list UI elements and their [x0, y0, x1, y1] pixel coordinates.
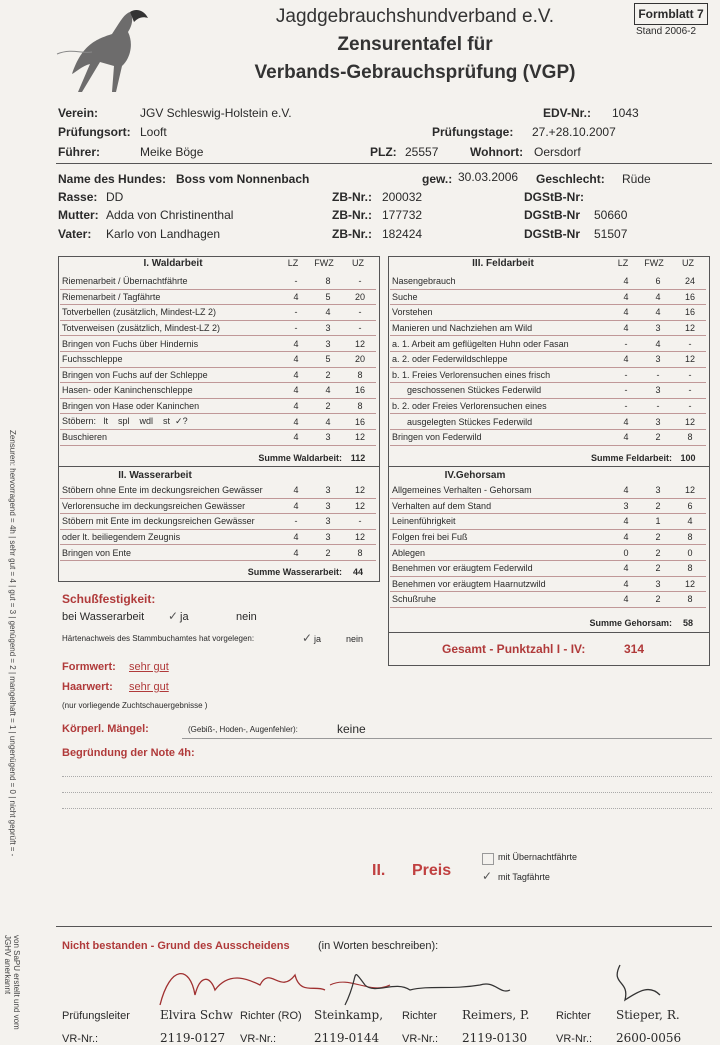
mutter-value: Adda von Christinenthal [106, 208, 234, 222]
row-fwz: 4 [312, 383, 344, 399]
table-row [60, 289, 376, 305]
row-label: geschossenen Stückes Federwild [390, 383, 610, 399]
haarwert-value: sehr gut [129, 681, 169, 693]
wald-table [60, 274, 376, 446]
row-fwz: 3 [312, 514, 344, 530]
row-fwz: 3 [312, 320, 344, 336]
preis-roman: II. [372, 862, 386, 879]
gehorsam-sum: 58 [682, 618, 693, 628]
vr2-label: VR-Nr.: [240, 1033, 277, 1045]
vater-value: Karlo von Landhagen [106, 227, 221, 241]
row-label: Suche [390, 289, 610, 305]
vr1-label: VR-Nr.: [62, 1033, 99, 1045]
row-lz: 4 [280, 498, 312, 514]
divider [388, 466, 709, 467]
feld-sum: 100 [680, 453, 696, 463]
row-label: oder lt. beiliegendem Zeugnis [60, 529, 280, 545]
table-row [390, 383, 706, 399]
vr2-value: 2119-0144 [314, 1031, 380, 1045]
row-uz: 8 [674, 592, 706, 608]
row-lz: 4 [280, 398, 312, 414]
row-lz: 4 [280, 367, 312, 383]
row-label: Buschieren [60, 429, 280, 445]
vr3-value: 2119-0130 [462, 1031, 528, 1045]
stand-label: Stand 2006-2 [636, 26, 697, 37]
edv-label: EDV-Nr.: [543, 106, 592, 120]
row-uz: 20 [344, 351, 376, 367]
row-label: Verhalten auf dem Stand [390, 498, 610, 514]
table-row [390, 414, 706, 430]
formblatt-box: Formblatt 7 [634, 3, 708, 25]
haerte-ja[interactable]: ja [314, 634, 322, 644]
r3-name: Stieper, R. [616, 1008, 680, 1022]
begruendung-label: Begründung der Note 4h: [62, 747, 195, 759]
ort-value: Looft [140, 125, 167, 139]
r2-label: Richter [402, 1010, 437, 1022]
row-lz: 4 [610, 320, 642, 336]
row-label: a. 1. Arbeit am geflügelten Huhn oder Fasan [390, 336, 610, 352]
row-lz: 4 [610, 576, 642, 592]
formwert-label: Formwert: [62, 661, 116, 673]
row-lz: 4 [610, 414, 642, 430]
row-label: Stöbern ohne Ente im deckungsreichen Gewässer [60, 483, 280, 498]
row-fwz: 3 [642, 483, 674, 498]
row-fwz: 8 [312, 274, 344, 289]
row-lz: 4 [280, 289, 312, 305]
col-lz: LZ [287, 258, 299, 268]
row-fwz: 2 [312, 367, 344, 383]
row-uz: 12 [674, 576, 706, 592]
table-row [60, 414, 376, 430]
row-label: Ablegen [390, 545, 610, 561]
row-label: b. 1. Freies Verlorensuchen eines frisch [390, 367, 610, 383]
row-lz: 4 [610, 529, 642, 545]
table-row [390, 336, 706, 352]
row-label: Fuchsschleppe [60, 351, 280, 367]
row-lz: - [610, 367, 642, 383]
row-uz: 20 [344, 289, 376, 305]
table-row [390, 320, 706, 336]
dgstb3-value: 51507 [594, 227, 628, 241]
row-fwz: 6 [642, 274, 674, 289]
divider [56, 163, 712, 164]
row-fwz: 1 [642, 514, 674, 530]
row-fwz: 2 [642, 545, 674, 561]
row-lz: 4 [280, 336, 312, 352]
zb1-label: ZB-Nr.: [332, 190, 372, 204]
row-label: Folgen frei bei Fuß [390, 529, 610, 545]
row-fwz: 4 [642, 336, 674, 352]
row-fwz: 2 [642, 560, 674, 576]
row-label: a. 2. oder Federwildschleppe [390, 351, 610, 367]
row-uz: - [674, 336, 706, 352]
r3-label: Richter [556, 1010, 591, 1022]
title-main: Zensurentafel für [337, 34, 493, 55]
feld-title: III. Feldarbeit [472, 258, 534, 269]
row-fwz: 3 [642, 576, 674, 592]
row-label: Verlorensuche im deckungsreichen Gewässer [60, 498, 280, 514]
row-label: ausgelegten Stückes Federwild [390, 414, 610, 430]
row-uz: - [344, 305, 376, 321]
row-uz: - [674, 398, 706, 414]
gew-value: 30.03.2006 [458, 170, 519, 184]
vr4-label: VR-Nr.: [556, 1033, 593, 1045]
checkmark-icon: ✓ [482, 869, 493, 883]
checkmark-icon: ✓ [302, 631, 313, 645]
haerte-label: Härtenachweis des Stammbuchamtes hat vorgelegen: [62, 634, 255, 643]
vr4-value: 2600-0056 [616, 1031, 682, 1045]
maengel-value: keine [337, 722, 366, 736]
tage-label: Prüfungstage: [432, 125, 514, 139]
table-row [60, 336, 376, 352]
verein-label: Verein: [58, 106, 99, 120]
row-lz: 4 [610, 592, 642, 608]
row-uz: 12 [344, 498, 376, 514]
schuss-title: Schußfestigkeit: [62, 592, 156, 606]
divider [62, 776, 712, 777]
row-lz: - [610, 383, 642, 399]
row-fwz: 2 [642, 429, 674, 445]
plz-label: PLZ: [370, 145, 397, 159]
gehorsam-title: IV.Gehorsam [444, 470, 506, 481]
row-label: b. 2. oder Freies Verlorensuchen eines [390, 398, 610, 414]
table-row [60, 305, 376, 321]
row-lz: - [280, 320, 312, 336]
wasser-title: II. Wasserarbeit [118, 470, 192, 481]
row-uz: 12 [674, 351, 706, 367]
uebernacht-checkbox[interactable] [482, 853, 494, 865]
row-uz: 12 [344, 336, 376, 352]
row-fwz: 5 [312, 351, 344, 367]
schuss-wasser: bei Wasserarbeit [62, 611, 145, 623]
row-label: Vorstehen [390, 305, 610, 321]
row-fwz: 2 [312, 398, 344, 414]
vater-label: Vater: [58, 227, 92, 241]
row-fwz: 3 [642, 320, 674, 336]
vr1-value: 2119-0127 [160, 1031, 226, 1045]
row-lz: 0 [610, 545, 642, 561]
haarwert-label: Haarwert: [62, 681, 113, 693]
vr3-label: VR-Nr.: [402, 1033, 439, 1045]
ort-label: Prüfungsort: [58, 125, 131, 139]
row-lz: 4 [610, 560, 642, 576]
wald-sum: 112 [350, 453, 366, 463]
row-uz: 8 [344, 545, 376, 561]
table-row [390, 514, 706, 530]
table-row [60, 529, 376, 545]
ro-label: Richter (RO) [240, 1010, 302, 1022]
verein-value: JGV Schleswig-Holstein e.V. [140, 106, 292, 120]
divider [388, 632, 709, 633]
row-label: Benehmen vor eräugtem Haarnutzwild [390, 576, 610, 592]
row-label: Bringen von Federwild [390, 429, 610, 445]
row-lz: 4 [610, 274, 642, 289]
fuehrer-value: Meike Böge [140, 145, 204, 159]
plz-value: 25557 [405, 145, 439, 159]
nicht-label: Nicht bestanden - Grund des Ausscheidens [62, 940, 290, 952]
divider [56, 926, 712, 927]
row-uz: 6 [674, 498, 706, 514]
wald-sum-label: Summe Waldarbeit: [258, 453, 342, 463]
leiter-label: Prüfungsleiter [62, 1010, 130, 1022]
grades-sidebar: Zensuren: hervorragend = 4h | sehr gut = 4 | gut = 3 | genügend = 2 | mangelhaft = 1 | ungenügend = 0 | nicht geprüft = - [8, 430, 17, 857]
haerte-nein[interactable]: nein [346, 634, 364, 644]
divider [182, 738, 712, 739]
row-fwz: 2 [642, 592, 674, 608]
row-uz: 16 [344, 383, 376, 399]
tage-value: 27.+28.10.2007 [532, 125, 616, 139]
dgstb2-value: 50660 [594, 208, 628, 222]
row-uz: 12 [344, 529, 376, 545]
row-label: Manieren und Nachziehen am Wild [390, 320, 610, 336]
row-lz: 3 [610, 498, 642, 514]
dgstb2-label: DGStB-Nr [524, 208, 580, 222]
row-lz: 4 [610, 483, 642, 498]
dogname-label: Name des Hundes: [58, 172, 167, 186]
row-uz: 12 [674, 483, 706, 498]
row-label: Riemenarbeit / Tagfährte [60, 289, 280, 305]
divider [58, 466, 379, 467]
table-row [390, 305, 706, 321]
row-uz: 12 [674, 414, 706, 430]
row-lz: - [280, 305, 312, 321]
col-lz: LZ [617, 258, 629, 268]
zucht-note: (nur vorliegende Zuchtschauergebnisse ) [62, 701, 208, 710]
horse-logo [52, 4, 152, 96]
row-label: Nasengebrauch [390, 274, 610, 289]
row-fwz: 3 [642, 351, 674, 367]
r2-name: Reimers, P. [462, 1008, 530, 1022]
row-uz: - [344, 320, 376, 336]
row-fwz: 4 [312, 414, 344, 430]
maengel-hint: (Gebiß-, Hoden-, Augenfehler): [188, 725, 298, 734]
row-lz: 4 [610, 351, 642, 367]
row-uz: 0 [674, 545, 706, 561]
row-lz: 4 [280, 351, 312, 367]
row-fwz: 5 [312, 289, 344, 305]
title-org: Jagdgebrauchshundverband e.V. [275, 6, 555, 27]
row-lz: - [610, 398, 642, 414]
zb3-label: ZB-Nr.: [332, 227, 372, 241]
formwert-value: sehr gut [129, 661, 169, 673]
table-row [390, 592, 706, 608]
table-row [390, 398, 706, 414]
table-row [390, 498, 706, 514]
table-row [60, 398, 376, 414]
geschlecht-label: Geschlecht: [536, 172, 605, 186]
row-lz: 4 [280, 429, 312, 445]
row-uz: - [674, 383, 706, 399]
row-fwz: 3 [312, 483, 344, 498]
table-row [390, 545, 706, 561]
row-uz: 12 [344, 429, 376, 445]
ro-name: Steinkamp, [314, 1008, 384, 1022]
row-lz: 4 [280, 529, 312, 545]
feld-table [390, 274, 706, 446]
nicht-hint: (in Worten beschreiben): [318, 940, 439, 952]
row-uz: 24 [674, 274, 706, 289]
row-label: Totverweisen (zusätzlich, Mindest-LZ 2) [60, 320, 280, 336]
row-uz: 12 [344, 483, 376, 498]
table-row [60, 383, 376, 399]
row-label: Hasen- oder Kaninchenschleppe [60, 383, 280, 399]
row-uz: 12 [674, 320, 706, 336]
row-lz: 4 [610, 429, 642, 445]
gehorsam-sum-label: Summe Gehorsam: [589, 618, 672, 628]
row-label: Bringen von Fuchs über Hindernis [60, 336, 280, 352]
row-label: Schußruhe [390, 592, 610, 608]
col-uz: UZ [352, 258, 364, 268]
row-label: Allgemeines Verhalten - Gehorsam [390, 483, 610, 498]
col-fwz: FWZ [314, 258, 334, 268]
row-fwz: 2 [312, 545, 344, 561]
wasser-sum-label: Summe Wasserarbeit: [247, 567, 342, 577]
preis-label: Preis [412, 862, 452, 879]
table-row [60, 367, 376, 383]
table-row [60, 351, 376, 367]
rasse-value: DD [106, 190, 124, 204]
table-row [390, 351, 706, 367]
geschlecht-value: Rüde [622, 172, 651, 186]
gew-label: gew.: [422, 172, 453, 186]
table-row [60, 514, 376, 530]
zb3-value: 182424 [382, 227, 423, 241]
checkmark-icon: ✓ [168, 609, 179, 623]
gesamt-label: Gesamt - Punktzahl I - IV: [442, 642, 586, 656]
row-fwz: 3 [312, 529, 344, 545]
maengel-label: Körperl. Mängel: [62, 723, 149, 735]
row-label: Bringen von Hase oder Kaninchen [60, 398, 280, 414]
row-uz: 8 [674, 529, 706, 545]
zb2-label: ZB-Nr.: [332, 208, 372, 222]
feld-sum-label: Summe Feldarbeit: [590, 453, 672, 463]
schuss-nein[interactable]: nein [236, 611, 257, 623]
divider [62, 808, 712, 809]
row-lz: 4 [280, 545, 312, 561]
wasser-table [60, 483, 376, 561]
row-label: Riemenarbeit / Übernachtfährte [60, 274, 280, 289]
table-row [390, 483, 706, 498]
table-row [60, 498, 376, 514]
row-uz: 8 [674, 429, 706, 445]
wohnort-label: Wohnort: [470, 145, 524, 159]
row-uz: - [674, 367, 706, 383]
leiter-name: Elvira Schw [160, 1008, 233, 1022]
row-fwz: - [642, 398, 674, 414]
col-uz: UZ [682, 258, 694, 268]
row-uz: 4 [674, 514, 706, 530]
gesamt-value: 314 [624, 642, 645, 656]
row-lz: 4 [610, 289, 642, 305]
mutter-label: Mutter: [58, 208, 99, 222]
row-label: Benehmen vor eräugtem Federwild [390, 560, 610, 576]
table-row [60, 429, 376, 445]
sapu-sidebar: von SaPU erstellt und vom JGHV anerkannt [3, 935, 21, 1030]
row-lz: 4 [610, 305, 642, 321]
row-fwz: 4 [642, 289, 674, 305]
row-label: Leinenführigkeit [390, 514, 610, 530]
row-label: Bringen von Fuchs auf der Schleppe [60, 367, 280, 383]
row-lz: - [610, 336, 642, 352]
row-fwz: 3 [312, 429, 344, 445]
row-uz: 16 [674, 289, 706, 305]
zb1-value: 200032 [382, 190, 423, 204]
row-uz: 16 [674, 305, 706, 321]
row-fwz: - [642, 367, 674, 383]
schuss-ja[interactable]: ja [180, 611, 189, 623]
table-row [390, 576, 706, 592]
row-fwz: 4 [312, 305, 344, 321]
table-row [390, 367, 706, 383]
row-fwz: 4 [642, 305, 674, 321]
table-row [60, 274, 376, 289]
table-row [390, 560, 706, 576]
row-label: Totverbellen (zusätzlich, Mindest-LZ 2) [60, 305, 280, 321]
table-row [390, 274, 706, 289]
wald-title: I. Waldarbeit [143, 258, 203, 269]
row-fwz: 2 [642, 529, 674, 545]
table-row [390, 429, 706, 445]
row-fwz: 2 [642, 498, 674, 514]
preis-opt1: mit Übernachtfährte [498, 852, 578, 862]
table-row [390, 289, 706, 305]
gehorsam-table [390, 483, 706, 608]
row-lz: 4 [610, 514, 642, 530]
dgstb3-label: DGStB-Nr [524, 227, 580, 241]
wohnort-value: Oersdorf [534, 145, 581, 159]
row-label: Bringen von Ente [60, 545, 280, 561]
dogname-value: Boss vom Nonnenbach [176, 172, 310, 186]
fuehrer-label: Führer: [58, 145, 100, 159]
title-sub: Verbands-Gebrauchsprüfung (VGP) [254, 62, 576, 83]
row-fwz: 3 [312, 498, 344, 514]
row-lz: - [280, 274, 312, 289]
row-uz: - [344, 514, 376, 530]
row-lz: 4 [280, 383, 312, 399]
rasse-label: Rasse: [58, 190, 98, 204]
edv-value: 1043 [612, 106, 639, 120]
zb2-value: 177732 [382, 208, 423, 222]
divider [62, 792, 712, 793]
col-fwz: FWZ [644, 258, 664, 268]
table-row [390, 529, 706, 545]
row-uz: - [344, 274, 376, 289]
row-lz: 4 [280, 414, 312, 430]
row-lz: 4 [280, 483, 312, 498]
table-row [60, 320, 376, 336]
row-fwz: 3 [642, 414, 674, 430]
preis-opt2: mit Tagfährte [498, 872, 550, 882]
dgstb1-label: DGStB-Nr: [524, 190, 584, 204]
table-row [60, 483, 376, 498]
wasser-sum: 44 [352, 567, 363, 577]
row-uz: 8 [344, 367, 376, 383]
row-lz: - [280, 514, 312, 530]
table-row [60, 545, 376, 561]
row-uz: 8 [674, 560, 706, 576]
row-fwz: 3 [642, 383, 674, 399]
row-label: Stöbern mit Ente im deckungsreichen Gewässer [60, 514, 280, 530]
signature-scribble [150, 955, 690, 1015]
row-label: Stöbern: lt spl wdl st ✓? [60, 414, 280, 430]
row-fwz: 3 [312, 336, 344, 352]
row-uz: 16 [344, 414, 376, 430]
row-uz: 8 [344, 398, 376, 414]
